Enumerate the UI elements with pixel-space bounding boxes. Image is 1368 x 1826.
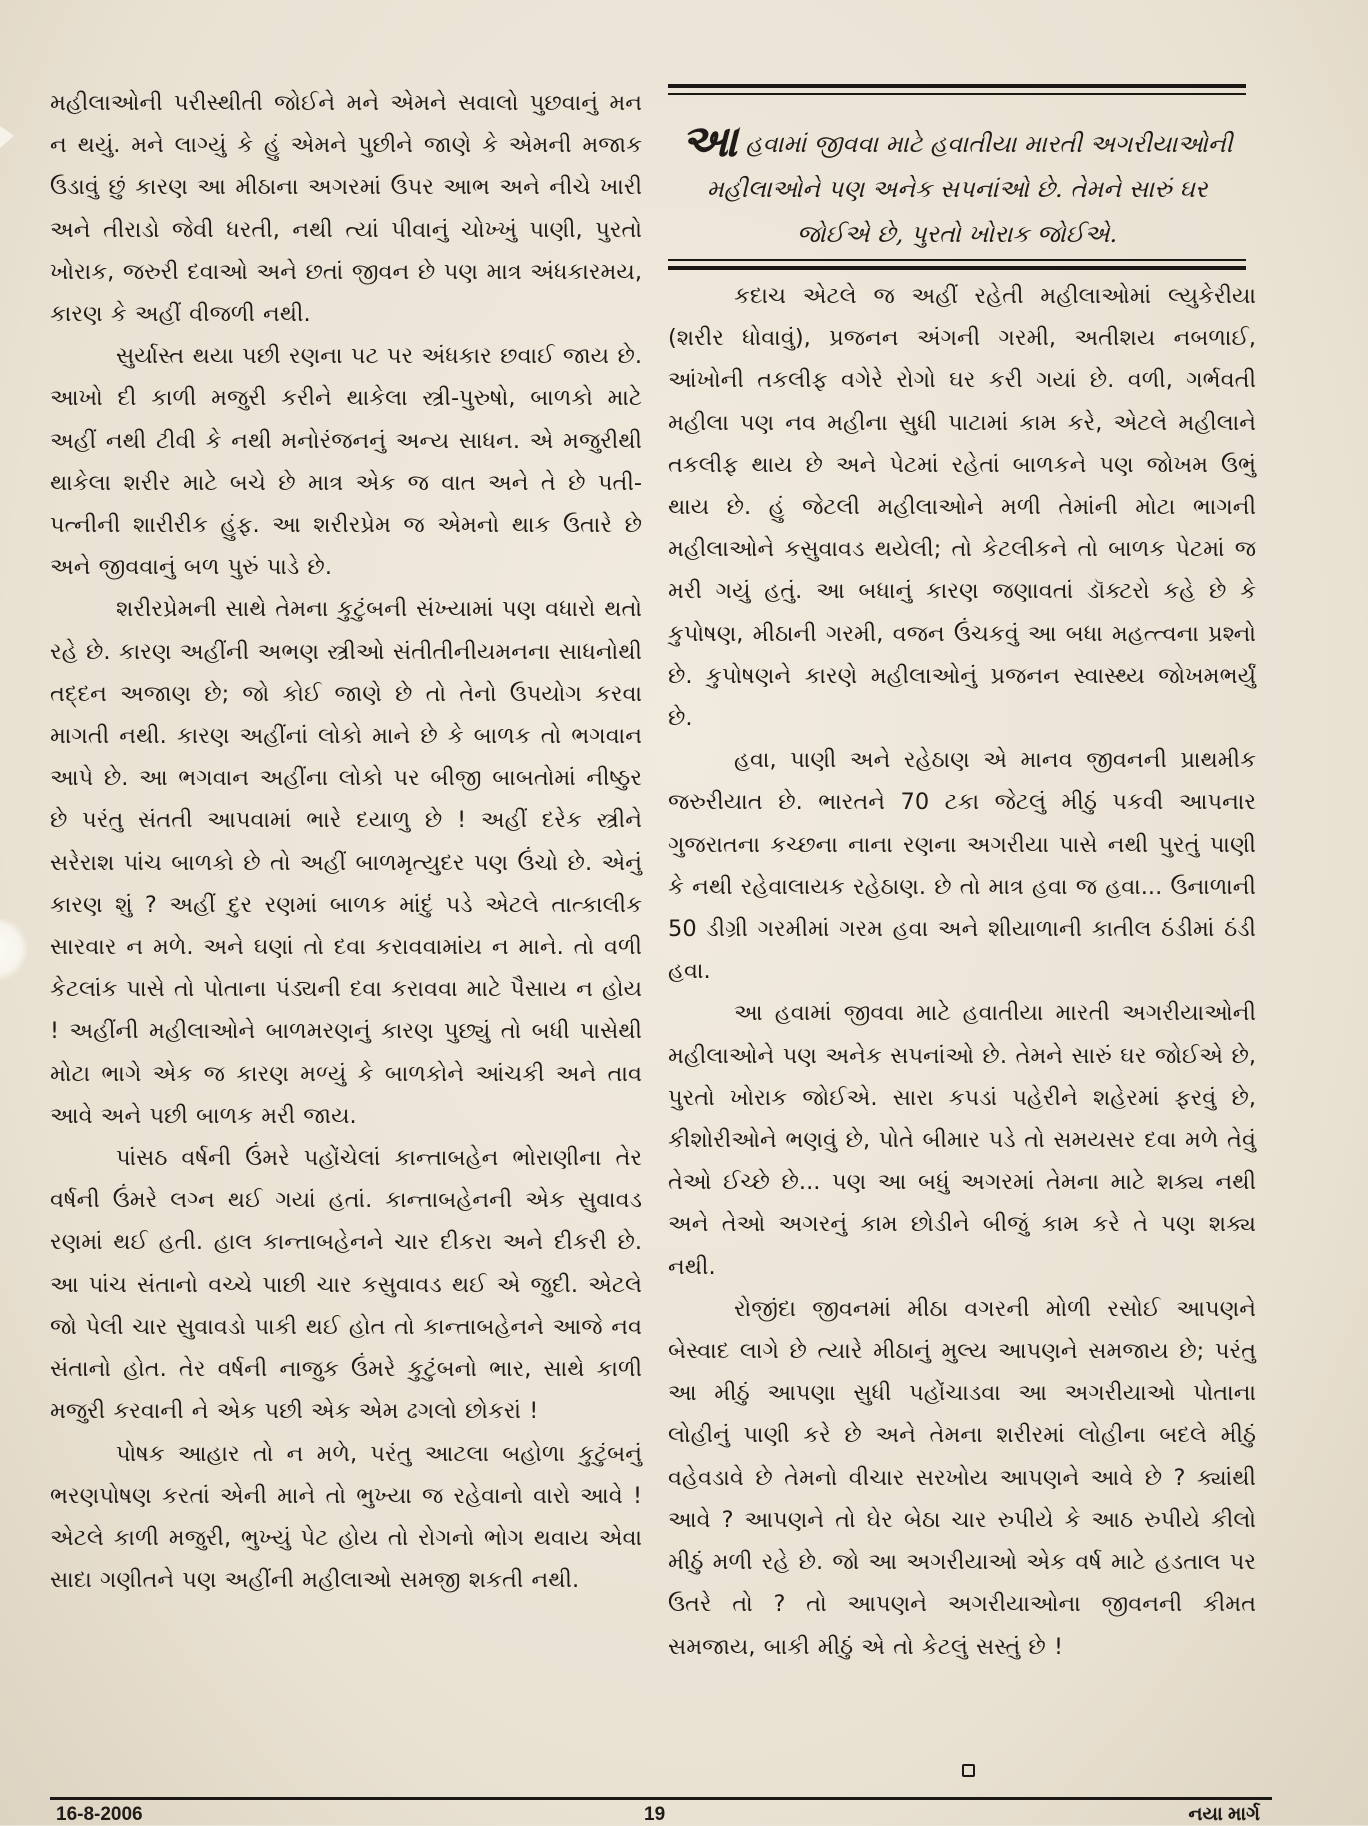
paper-tear [0, 126, 14, 148]
right-paragraph-4: રોજીંદા જીવનમાં મીઠા વગરની મોળી રસોઈ આપણને બેસ્વાદ લાગે છે ત્યારે મીઠાનું મુલ્ય આપણને સમજાય છે; પરંતુ આ મીઠું આપણા સુધી પહોંચાડવા આ અગરીયાઓ પોતાના લોહીનું પાણી કરે છે અને તેમના શરીરમાં લોહીના બદલે મીઠું વહેવડાવે છે તેમનો વીચાર સરખોય આપણને આવે છે ? ક્યાંથી આવે ? આપણને તો ઘેર બેઠા ચાર રુપીયે કે આઠ રુપીયે કીલો મીઠું મળી રહે છે. જો આ અગરીયાઓ એક વર્ષ માટે હડતાલ પર ઉતરે તો ? તો આપણને અગરીયાઓના જીવનની કીમત સમજાય, બાકી મીઠું એ તો કેટલું સસ્તું છે ! [668, 1295, 1256, 1660]
right-paragraph-2: હવા, પાણી અને રહેઠાણ એ માનવ જીવનની પ્રાથમીક જરુરીયાત છે. ભારતને 70 ટકા જેટલું મીઠું પકવી આપનાર ગુજરાતના કચ્છના નાના રણના અગરીયા પાસે નથી પુરતું પાણી કે નથી રહેવાલાયક રહેઠાણ. છે તો માત્ર હવા જ હવા... ઉનાળાની 50 ડીગ્રી ગરમીમાં ગરમ હવા અને શીયાળાની કાતીલ ઠંડીમાં ઠંડી હવા. [668, 747, 1256, 985]
footer-rule [50, 1797, 1272, 1800]
left-paragraph-2: સુર્યાસ્ત થયા પછી રણના પટ પર અંધકાર છવાઈ જાય છે. આખો દી કાળી મજુરી કરીને થાકેલા સ્ત્રી-પુરુષો, બાળકો માટે અહીં નથી ટીવી કે નથી મનોરંજનનું અન્ય સાધન. એ મજુરીથી થાકેલા શરીર માટે બચે છે માત્ર એક જ વાત અને તે છે પતી-પત્નીની શારીરીક હુંફ. આ શરીરપ્રેમ જ એમનો થાક ઉતારે છે અને જીવવાનું બળ પુરું પાડે છે. [50, 343, 642, 581]
pull-quote-bottom-rule [668, 259, 1246, 270]
page-number: 19 [644, 1804, 666, 1825]
pull-quote-dropcap: આ [681, 116, 738, 167]
right-paragraph-3: આ હવામાં જીવવા માટે હવાતીયા મારતી અગરીયાઓની મહીલાઓને પણ અનેક સપનાંઓ છે. તેમને સારું ઘર જોઈએ છે, પુરતો ખોરાક જોઈએ. સારા કપડાં પહેરીને શહેરમાં ફરવું છે, કીશોરીઓને ભણવું છે, પોતે બીમાર પડે તો સમયસર દવા મળે તેવું તેઓ ઈચ્છે છે... પણ આ બધું અગરમાં તેમના માટે શક્ય નથી અને તેઓ અગરનું કામ છોડીને બીજું કામ કરે તે પણ શક્ય નથી. [668, 1000, 1256, 1280]
end-of-article-mark [962, 1764, 975, 1777]
left-paragraph-1: મહીલાઓની પરીસ્થીતી જોઈને મને એમને સવાલો પુછવાનું મન ન થયું. મને લાગ્યું કે હું એમને પુછીને જાણે કે એમની મજાક ઉડાવું છું કારણ આ મીઠાના અગરમાં ઉપર આભ અને નીચે ખારી અને તીરાડો જેવી ધરતી, નથી ત્યાં પીવાનું ચોખ્ખું પાણી, પુરતો ખોરાક, જરુરી દવાઓ અને છતાં જીવન છે પણ માત્ર અંધકારમય, કારણ કે અહીં વીજળી નથી. [50, 90, 642, 328]
left-paragraph-3: શરીરપ્રેમની સાથે તેમના કુટુંબની સંખ્યામાં પણ વધારો થતો રહે છે. કારણ અહીંની અભણ સ્ત્રીઓ સંતીતીનીયમનના સાધનોથી તદ્દન અજાણ છે; જો કોઈ જાણે છે તો તેનો ઉપયોગ કરવા માગતી નથી. કારણ અહીંનાં લોકો માને છે કે બાળક તો ભગવાન આપે છે. આ ભગવાન અહીંના લોકો પર બીજી બાબતોમાં નીષ્ઠુર છે પરંતુ સંતતી આપવામાં ભારે દયાળુ છે ! અહીં દરેક સ્ત્રીને સરેરાશ પાંચ બાળકો છે તો અહીં બાળમૃત્યુદર પણ ઉંચો છે. એનું કારણ શું ? અહીં દુર રણમાં બાળક માંદું પડે એટલે તાત્કાલીક સારવાર ન મળે. અને ઘણાં તો દવા કરાવવામાંય ન માને. તો વળી કેટલાંક પાસે તો પોતાના પંડ્યની દવા કરાવવા માટે પૈસાય ન હોય ! અહીંની મહીલાઓને બાળમરણનું કારણ પુછ્યું તો બધી પાસેથી મોટા ભાગે એક જ કારણ મળ્યું કે બાળકોને આંચકી અને તાવ આવે અને પછી બાળક મરી જાય. [50, 596, 642, 1129]
pull-quote-text [672, 116, 1242, 257]
magazine-name: નયા માર્ગ [1188, 1804, 1260, 1825]
right-paragraph-1: કદાચ એટલે જ અહીં રહેતી મહીલાઓમાં લ્યુકેરીયા (શરીર ધોવાવું), પ્રજનન અંગની ગરમી, અતીશય નબળાઈ, આંખોની તકલીફ વગેરે રોગો ઘર કરી ગયાં છે. વળી, ગર્ભવતી મહીલા પણ નવ મહીના સુધી પાટામાં કામ કરે, એટલે મહીલાને તકલીફ થાય છે અને પેટમાં રહેતાં બાળકને પણ જોખમ ઉભું થાય છે. હું જેટલી મહીલાઓને મળી તેમાંની મોટા ભાગની મહીલાઓને કસુવાવડ થયેલી; તો કેટલીકને તો બાળક પેટમાં જ મરી ગયું હતું. આ બધાનું કારણ જણાવતાં ડૉક્ટરો કહે છે કે કુપોષણ, મીઠાની ગરમી, વજન ઉંચકવું આ બધા મહત્ત્વના પ્રશ્નો છે. કુપોષણને કારણે મહીલાઓનું પ્રજનન સ્વાસ્થ્ય જોખમભર્યું છે. [668, 283, 1256, 732]
right-column [668, 275, 1256, 1668]
pull-quote-body: હવામાં જીવવા માટે હવાતીયા મારતી અગરીયાઓની મહીલાઓને પણ અનેક સપનાંઓ છે. તેમને સારું ઘર જોઈએ છે, પુરતો ખોરાક જોઈએ. [706, 130, 1233, 248]
pull-quote-top-rule [668, 84, 1246, 95]
left-paragraph-5: પોષક આહાર તો ન મળે, પરંતુ આટલા બહોળા કુટુંબનું ભરણપોષણ કરતાં એની માને તો ભુખ્યા જ રહેવાનો વારો આવે ! એટલે કાળી મજુરી, ભુખ્યું પેટ હોય તો રોગનો ભોગ થવાય એવા સાદા ગણીતને પણ અહીંની મહીલાઓ સમજી શકતી નથી. [50, 1440, 642, 1594]
left-column [50, 82, 642, 1601]
footer-date: 16-8-2006 [56, 1804, 143, 1825]
left-paragraph-4: પાંસઠ વર્ષની ઉંમરે પહોંચેલાં કાન્તાબહેન ભોરાણીના તેર વર્ષની ઉંમરે લગ્ન થઈ ગયાં હતાં. કાન્તાબહેનની એક સુવાવડ રણમાં થઈ હતી. હાલ કાન્તાબહેનને ચાર દીકરા અને દીકરી છે. આ પાંચ સંતાનો વચ્ચે પાછી ચાર કસુવાવડ થઈ એ જુદી. એટલે જો પેલી ચાર સુવાવડો પાકી થઈ હોત તો કાન્તાબહેનને આજે નવ સંતાનો હોત. તેર વર્ષની નાજુક ઉંમરે કુટુંબનો ભાર, સાથે કાળી મજુરી કરવાની ને એક પછી એક એમ ઢગલો છોકરાં ! [50, 1145, 642, 1425]
paper-hole [0, 917, 28, 981]
pull-quote [668, 84, 1246, 270]
